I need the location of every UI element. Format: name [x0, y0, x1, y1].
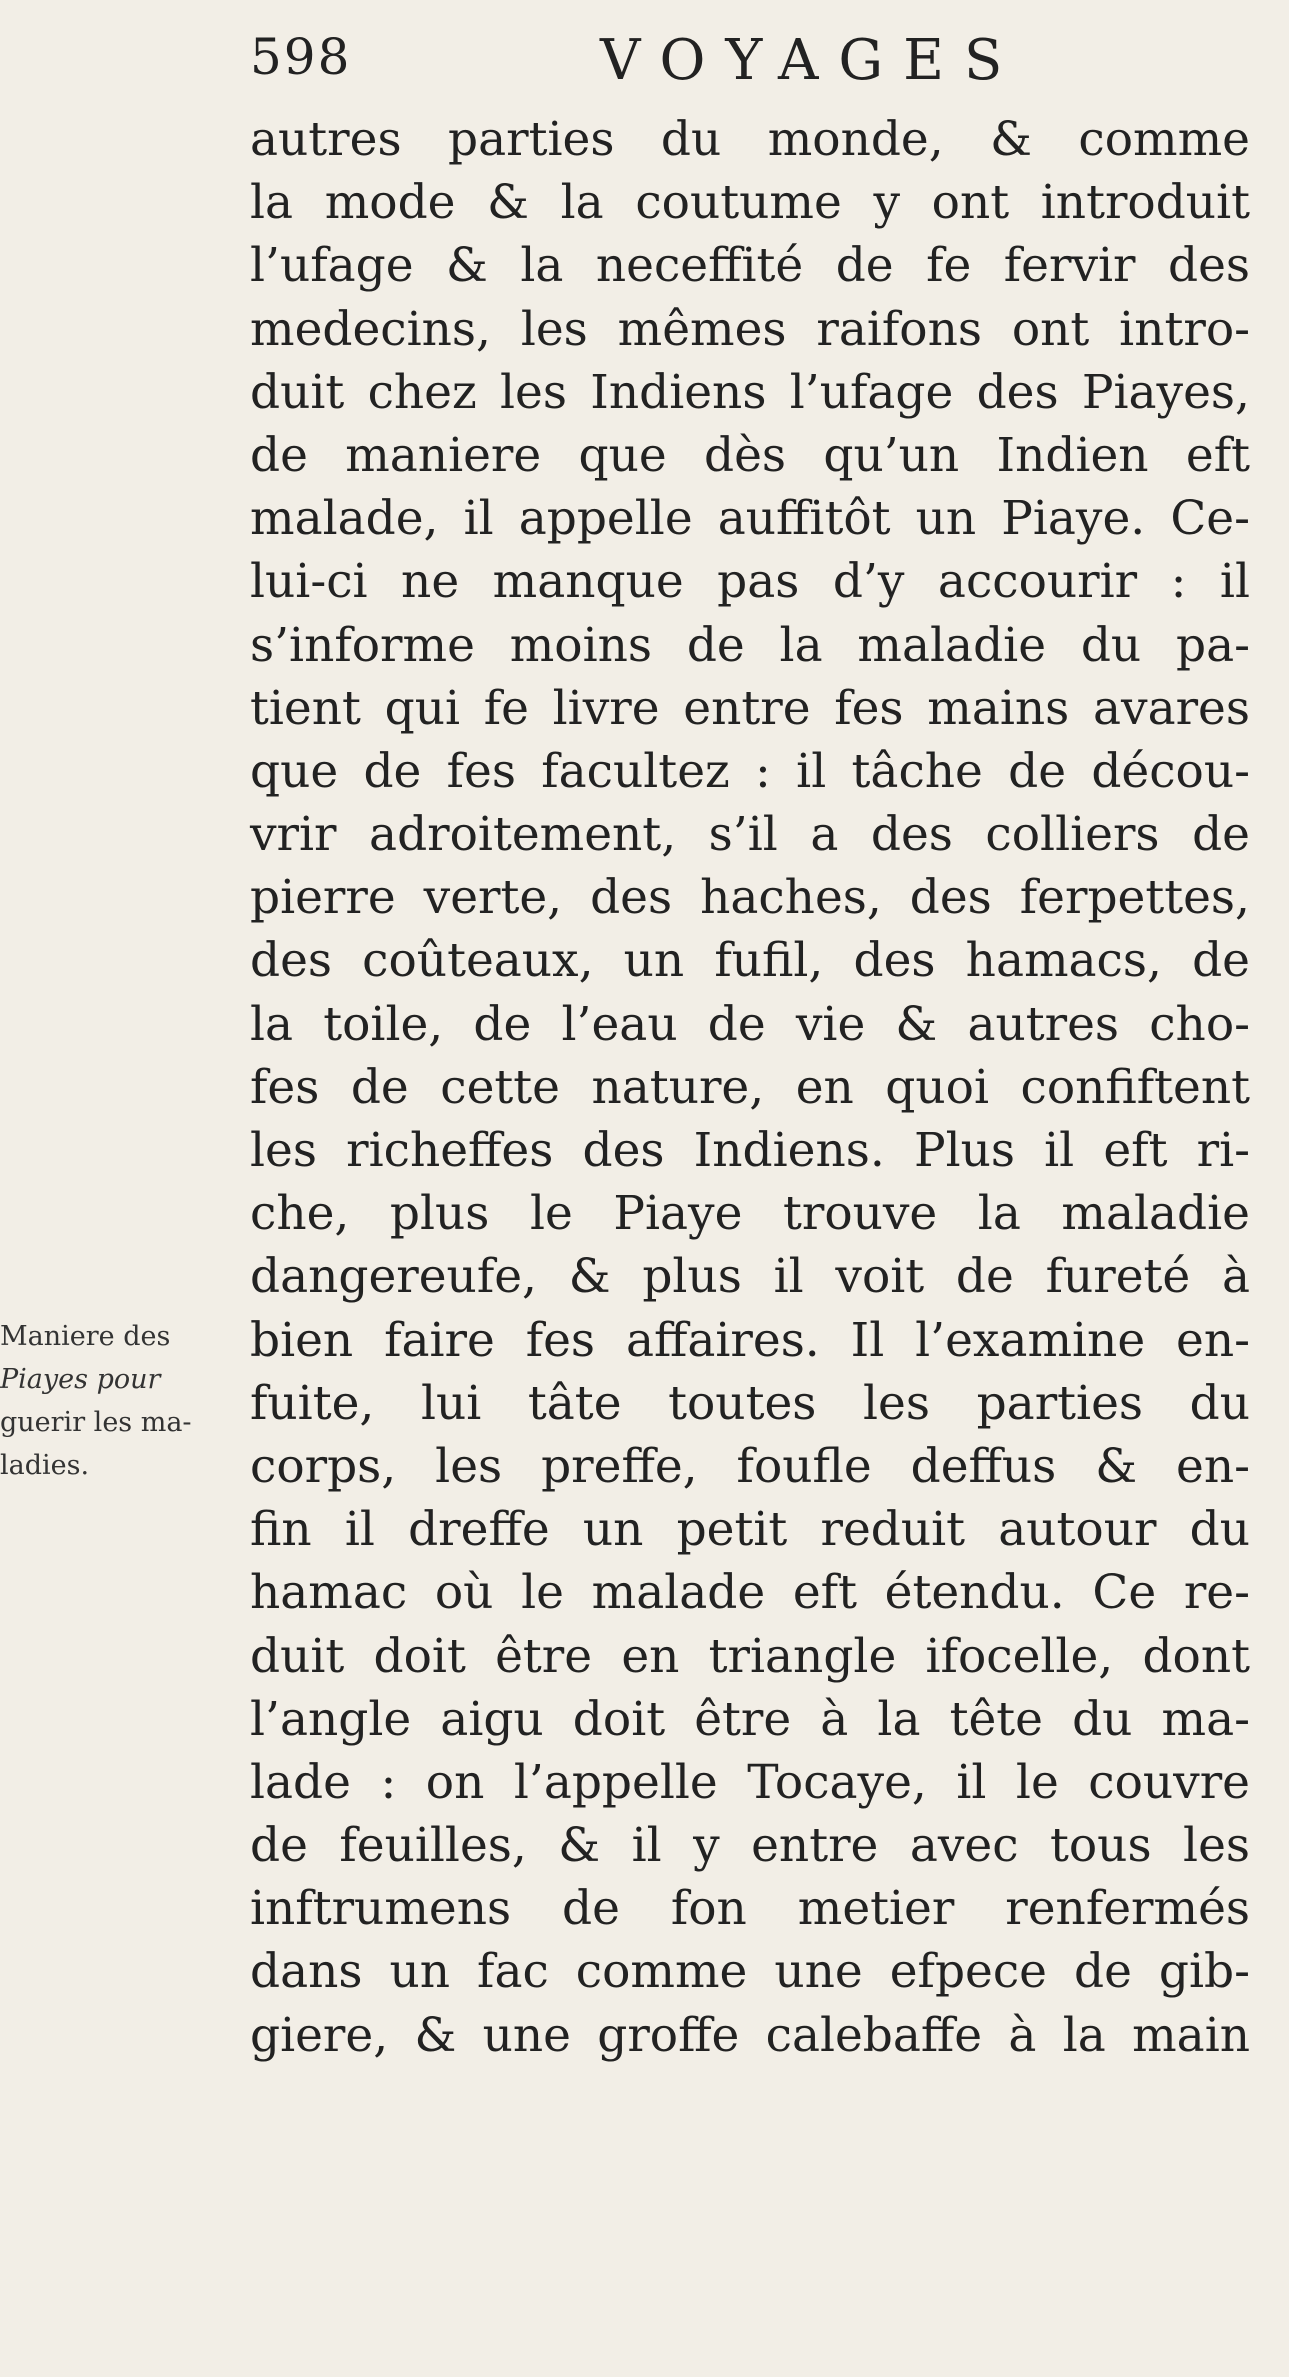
text-line: giere, & une groffe calebaffe à la main	[250, 2007, 1250, 2063]
text-line: de maniere que dès qu’un Indien eft	[250, 427, 1250, 483]
text-line: che, plus le Piaye trouve la maladie	[250, 1186, 1250, 1242]
text-line: fes de cette nature, en quoi confiftent	[250, 1059, 1250, 1115]
text-line: vrir adroitement, s’il a des colliers de	[250, 807, 1250, 863]
margin-note-line: ladies.	[0, 1450, 90, 1481]
text-line: malade, il appelle auffitôt un Piaye. Ce-	[250, 491, 1250, 547]
text-line: tient qui fe livre entre fes mains avares	[250, 680, 1250, 736]
text-line: la toile, de l’eau de vie & autres cho-	[250, 996, 1250, 1052]
text-line: lui-ci ne manque pas d’y accourir : il	[250, 554, 1250, 610]
text-line: fin il dreffe un petit reduit autour du	[250, 1502, 1250, 1558]
text-line: fuite, lui tâte toutes les parties du	[250, 1375, 1250, 1431]
text-line: dans un fac comme une efpece de gib-	[250, 1944, 1250, 2000]
text-line: les richeffes des Indiens. Plus il eft ri-	[250, 1123, 1250, 1178]
text-line: autres parties du monde, & comme	[250, 112, 1250, 167]
text-line: l’angle aigu doit être à la tête du ma-	[250, 1691, 1250, 1747]
text-line: la mode & la coutume y ont introduit	[250, 175, 1250, 231]
body-text	[250, 108, 1250, 2067]
text-line: inftrumens de fon metier renfermés	[250, 1881, 1250, 1937]
text-line: hamac où le malade eft étendu. Ce re-	[250, 1565, 1250, 1621]
margin-note	[0, 1315, 235, 1487]
text-line: medecins, les mêmes raifons ont intro-	[250, 301, 1250, 357]
text-line: l’ufage & la neceffité de fe fervir des	[250, 238, 1250, 294]
text-line: duit chez les Indiens l’ufage des Piayes,	[250, 364, 1250, 420]
text-line: dangereufe, & plus il voit de fureté à	[250, 1249, 1250, 1305]
text-line: s’informe moins de la maladie du pa-	[250, 617, 1250, 673]
text-line: des coûteaux, un fufil, des hamacs, de	[250, 933, 1250, 989]
margin-note-line: guerir les ma-	[0, 1407, 192, 1438]
text-line: corps, les preffe, foufle deffus & en-	[250, 1438, 1250, 1494]
text-line: pierre verte, des haches, des ferpettes,	[250, 870, 1250, 926]
text-line: que de fes facultez : il tâche de décou-	[250, 743, 1250, 799]
text-line: de feuilles, & il y entre avec tous les	[250, 1818, 1250, 1874]
margin-note-line: Piayes pour	[0, 1364, 161, 1395]
page-header	[250, 28, 1250, 108]
text-line: duit doit être en triangle ifocelle, dont	[250, 1628, 1250, 1684]
margin-note-line: Maniere des	[0, 1321, 171, 1352]
text-line: bien faire fes affaires. Il l’examine en-	[250, 1312, 1250, 1368]
running-title: VOYAGES	[600, 28, 1023, 93]
text-line: lade : on l’appelle Tocaye, il le couvre	[250, 1754, 1250, 1810]
page-number: 598	[250, 28, 352, 86]
